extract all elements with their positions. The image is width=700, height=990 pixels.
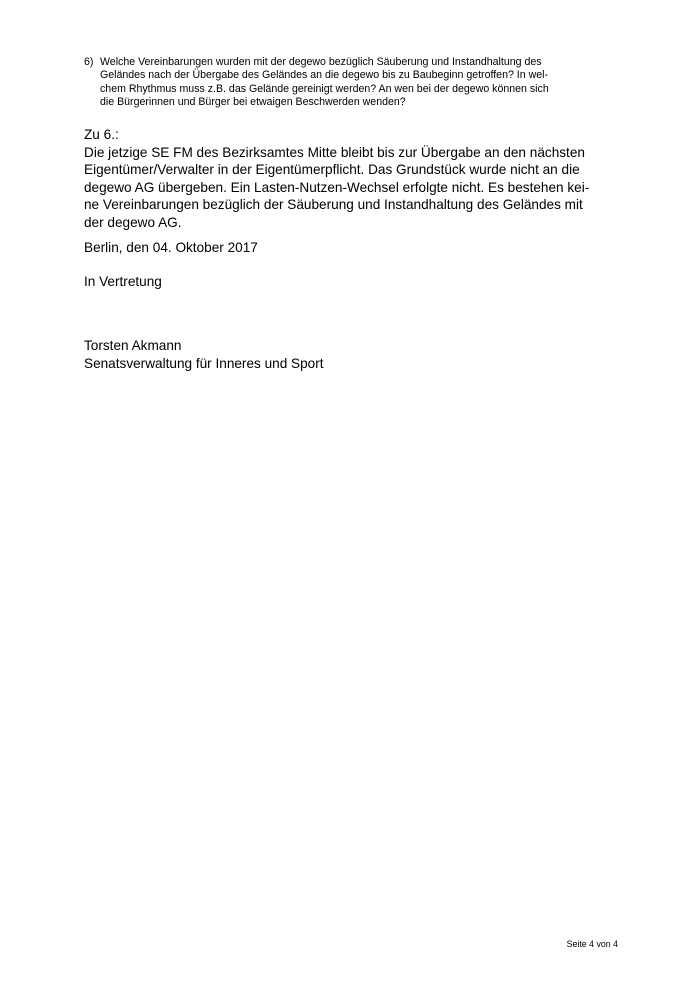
answer-line: ne Vereinbarungen bezüglich der Säuberung und Instandhaltung des Geländes mit	[84, 197, 583, 213]
answer-line: degewo AG übergeben. Ein Lasten-Nutzen-Wechsel erfolgte nicht. Es bestehen kei-	[84, 179, 590, 195]
signatory-office: Senatsverwaltung für Inneres und Sport	[84, 356, 324, 371]
question-line: Geländes nach der Übergabe des Geländes an die degewo bis zu Baubeginn getroffen? In wel-	[100, 69, 548, 82]
question-line: die Bürgerinnen und Bürger bei etwaigen Beschwerden wenden?	[100, 96, 406, 109]
question-number: 6)	[84, 56, 94, 68]
question-line: Welche Vereinbarungen wurden mit der degewo bezüglich Säuberung und Instandhaltung des	[100, 56, 542, 68]
date-line: Berlin, den 04. Oktober 2017	[84, 240, 258, 255]
representation-line: In Vertretung	[84, 274, 162, 289]
page-number: Seite 4 von 4	[566, 939, 618, 949]
question-line: chem Rhythmus muss z.B. das Gelände gereinigt werden? An wen bei der degewo können sich	[100, 82, 549, 95]
signatory-name: Torsten Akmann	[84, 338, 182, 353]
answer-line: Eigentümer/Verwalter in der Eigentümerpflicht. Das Grundstück wurde nicht an die	[84, 162, 580, 178]
answer-6	[84, 126, 624, 232]
answer-line: Die jetzige SE FM des Bezirksamtes Mitte bleibt bis zur Übergabe an den nächsten	[84, 144, 585, 160]
answer-line: der degewo AG.	[84, 214, 182, 230]
question-6	[84, 56, 614, 110]
answer-heading: Zu 6.:	[84, 127, 119, 142]
